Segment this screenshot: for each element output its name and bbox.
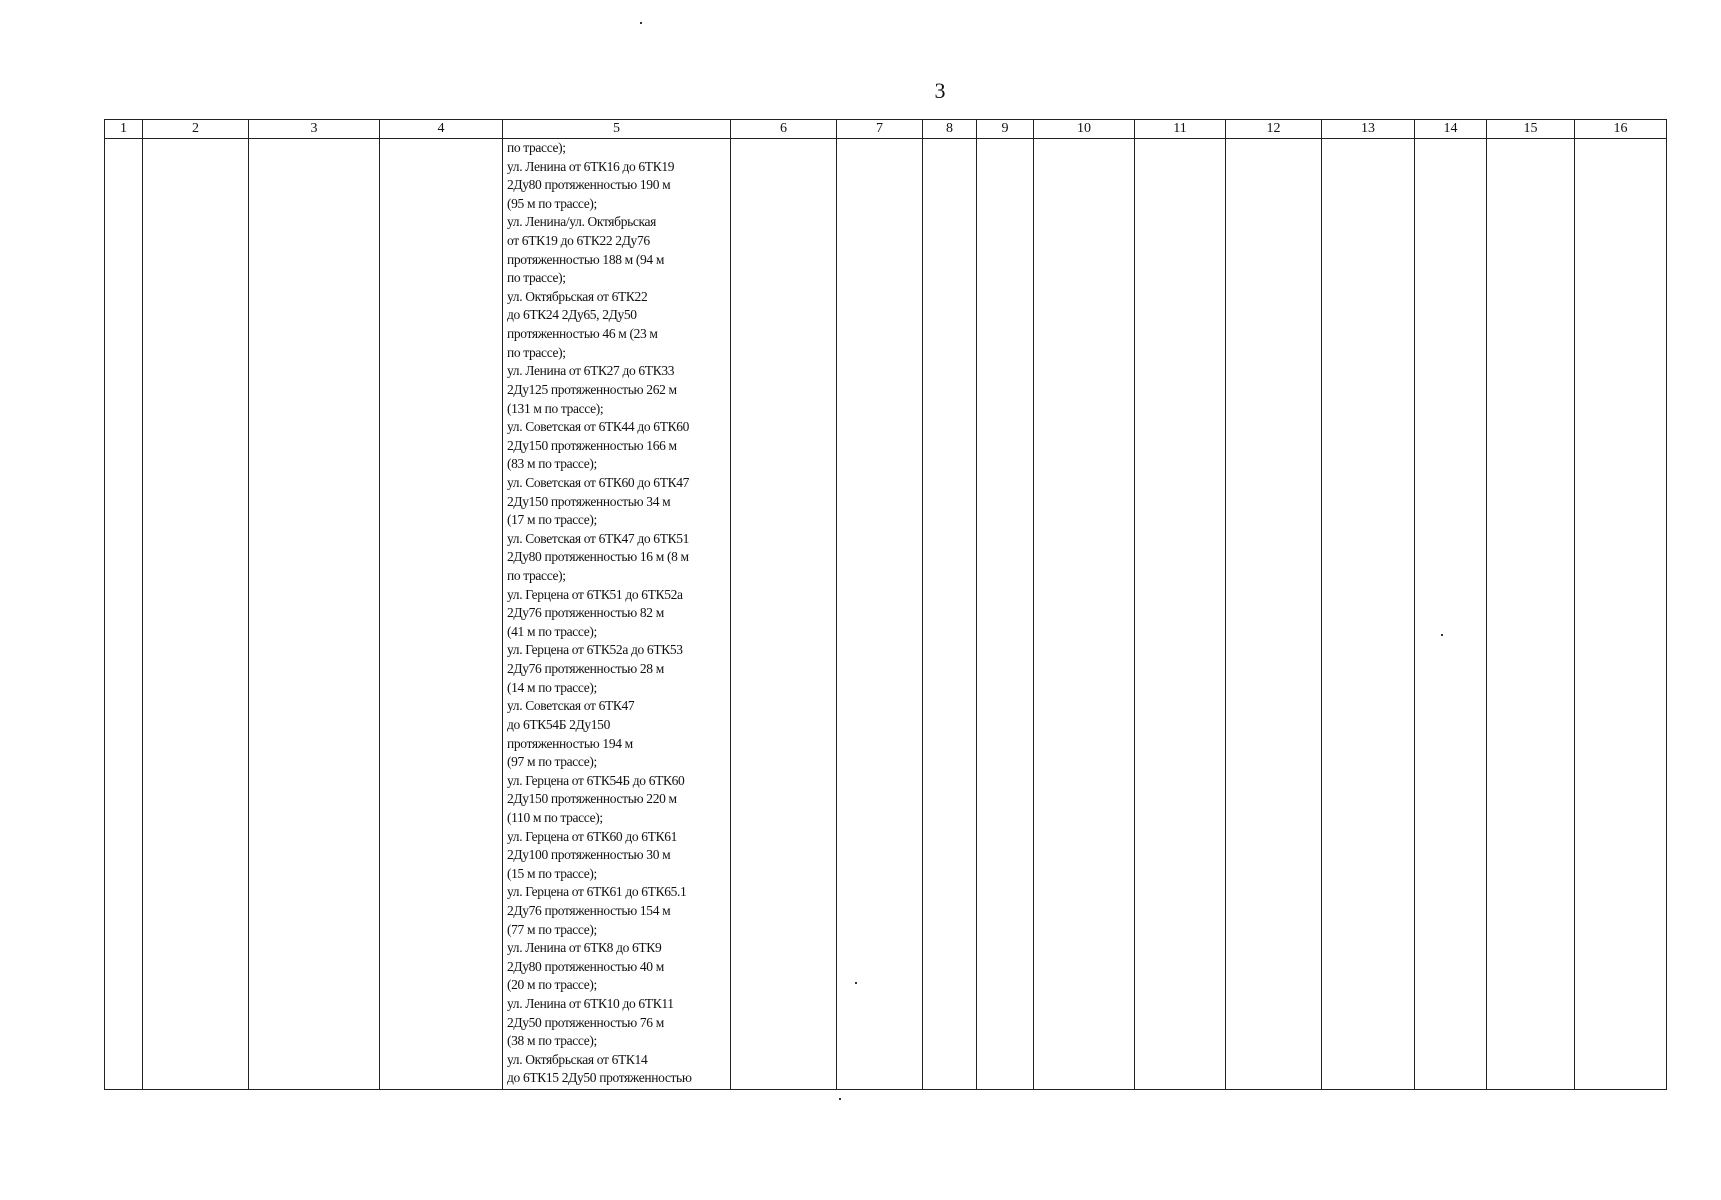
column-header-6: 6 [731, 120, 837, 139]
description-line: ул. Советская от 6ТК44 до 6ТК60 [507, 419, 690, 435]
description-line: протяженностью 46 м (23 м [507, 326, 658, 342]
table-cell-col4 [380, 139, 503, 1090]
column-header-11: 11 [1135, 120, 1226, 139]
description-line: ул. Октябрьская от 6ТК22 [507, 288, 648, 304]
scan-speck [640, 22, 642, 24]
description-line: 2Ду76 протяженностью 28 м [507, 661, 664, 677]
description-line: протяженностью 194 м [507, 735, 633, 751]
description-line: ул. Советская от 6ТК60 до 6ТК47 [507, 474, 690, 490]
description-line: (20 м по трассе); [507, 977, 597, 993]
description-line: протяженностью 188 м (94 м [507, 251, 665, 267]
description-line: ул. Ленина/ул. Октябрьская [507, 214, 657, 230]
description-line: (131 м по трассе); [507, 400, 604, 416]
table-cell-col3 [249, 139, 380, 1090]
table-cell-col5 [503, 139, 731, 1090]
column-header-4: 4 [380, 120, 503, 139]
column-header-1: 1 [105, 120, 143, 139]
table-cell-col13 [1322, 139, 1415, 1090]
description-line: (17 м по трассе); [507, 512, 597, 528]
description-line: 2Ду80 протяженностью 40 м [507, 958, 664, 974]
description-line: по трассе); [507, 140, 566, 155]
pipeline-description-text [503, 139, 730, 1088]
description-line: до 6ТК15 2Ду50 протяженностью [507, 1070, 692, 1086]
column-header-13: 13 [1322, 120, 1415, 139]
table-cell-col12 [1226, 139, 1322, 1090]
description-line: ул. Герцена от 6ТК52а до 6ТК53 [507, 642, 683, 658]
page-number: 3 [934, 78, 946, 103]
scan-speck [839, 1098, 841, 1100]
description-line: по трассе); [507, 568, 566, 584]
table-cell-col9 [977, 139, 1034, 1090]
description-line: 2Ду125 протяженностью 262 м [507, 381, 677, 397]
description-line: ул. Ленина от 6ТК10 до 6ТК11 [507, 996, 674, 1012]
column-header-8: 8 [923, 120, 977, 139]
description-line: ул. Герцена от 6ТК61 до 6ТК65.1 [507, 884, 687, 900]
description-line: от 6ТК19 до 6ТК22 2Ду76 [507, 233, 650, 249]
column-header-10: 10 [1034, 120, 1135, 139]
scan-speck [855, 982, 857, 984]
description-line: (41 м по трассе); [507, 623, 597, 639]
table-cell-col1 [105, 139, 143, 1090]
column-header-14: 14 [1415, 120, 1487, 139]
description-line: 2Ду76 протяженностью 82 м [507, 605, 664, 621]
data-table [104, 119, 1667, 1090]
table-cell-col16 [1575, 139, 1667, 1090]
column-header-15: 15 [1487, 120, 1575, 139]
description-line: ул. Ленина от 6ТК16 до 6ТК19 [507, 158, 675, 174]
column-header-12: 12 [1226, 120, 1322, 139]
column-header-3: 3 [249, 120, 380, 139]
description-line: (15 м по трассе); [507, 865, 597, 881]
description-line: ул. Советская от 6ТК47 [507, 698, 635, 714]
table-cell-col14 [1415, 139, 1487, 1090]
description-line: по трассе); [507, 270, 566, 286]
description-line: 2Ду150 протяженностью 166 м [507, 437, 677, 453]
column-header-2: 2 [143, 120, 249, 139]
description-line: до 6ТК24 2Ду65, 2Ду50 [507, 307, 637, 323]
description-line: 2Ду80 протяженностью 16 м (8 м [507, 549, 689, 565]
description-line: ул. Октябрьская от 6ТК14 [507, 1051, 648, 1067]
description-line: 2Ду80 протяженностью 190 м [507, 177, 671, 193]
table-cell-col2 [143, 139, 249, 1090]
description-line: (14 м по трассе); [507, 679, 597, 695]
column-header-5: 5 [503, 120, 731, 139]
table-cell-col11 [1135, 139, 1226, 1090]
column-header-16: 16 [1575, 120, 1667, 139]
description-line: ул. Советская от 6ТК47 до 6ТК51 [507, 530, 690, 546]
description-line: (97 м по трассе); [507, 754, 597, 770]
description-line: (83 м по трассе); [507, 456, 597, 472]
description-line: 2Ду150 протяженностью 220 м [507, 791, 677, 807]
header-row [105, 120, 1667, 139]
description-line: до 6ТК54Б 2Ду150 [507, 716, 610, 732]
description-line: 2Ду50 протяженностью 76 м [507, 1014, 664, 1030]
description-line: 2Ду76 протяженностью 154 м [507, 902, 671, 918]
description-line: (110 м по трассе); [507, 809, 603, 825]
table-cell-col8 [923, 139, 977, 1090]
description-line: ул. Герцена от 6ТК60 до 6ТК61 [507, 828, 678, 844]
description-line: ул. Герцена от 6ТК54Б до 6ТК60 [507, 772, 685, 788]
table-cell-col15 [1487, 139, 1575, 1090]
description-line: ул. Герцена от 6ТК51 до 6ТК52а [507, 586, 683, 602]
description-line: (77 м по трассе); [507, 921, 597, 937]
table-cell-col6 [731, 139, 837, 1090]
table-row [105, 139, 1667, 1090]
column-header-9: 9 [977, 120, 1034, 139]
description-line: (38 м по трассе); [507, 1033, 597, 1049]
table-cell-col7 [837, 139, 923, 1090]
description-line: (95 м по трассе); [507, 195, 597, 211]
description-line: по трассе); [507, 344, 566, 360]
description-line: 2Ду150 протяженностью 34 м [507, 493, 671, 509]
table-cell-col10 [1034, 139, 1135, 1090]
description-line: 2Ду100 протяженностью 30 м [507, 847, 671, 863]
description-line: ул. Ленина от 6ТК8 до 6ТК9 [507, 940, 662, 956]
scan-speck [1441, 634, 1443, 636]
column-header-7: 7 [837, 120, 923, 139]
description-line: ул. Ленина от 6ТК27 до 6ТК33 [507, 363, 675, 379]
